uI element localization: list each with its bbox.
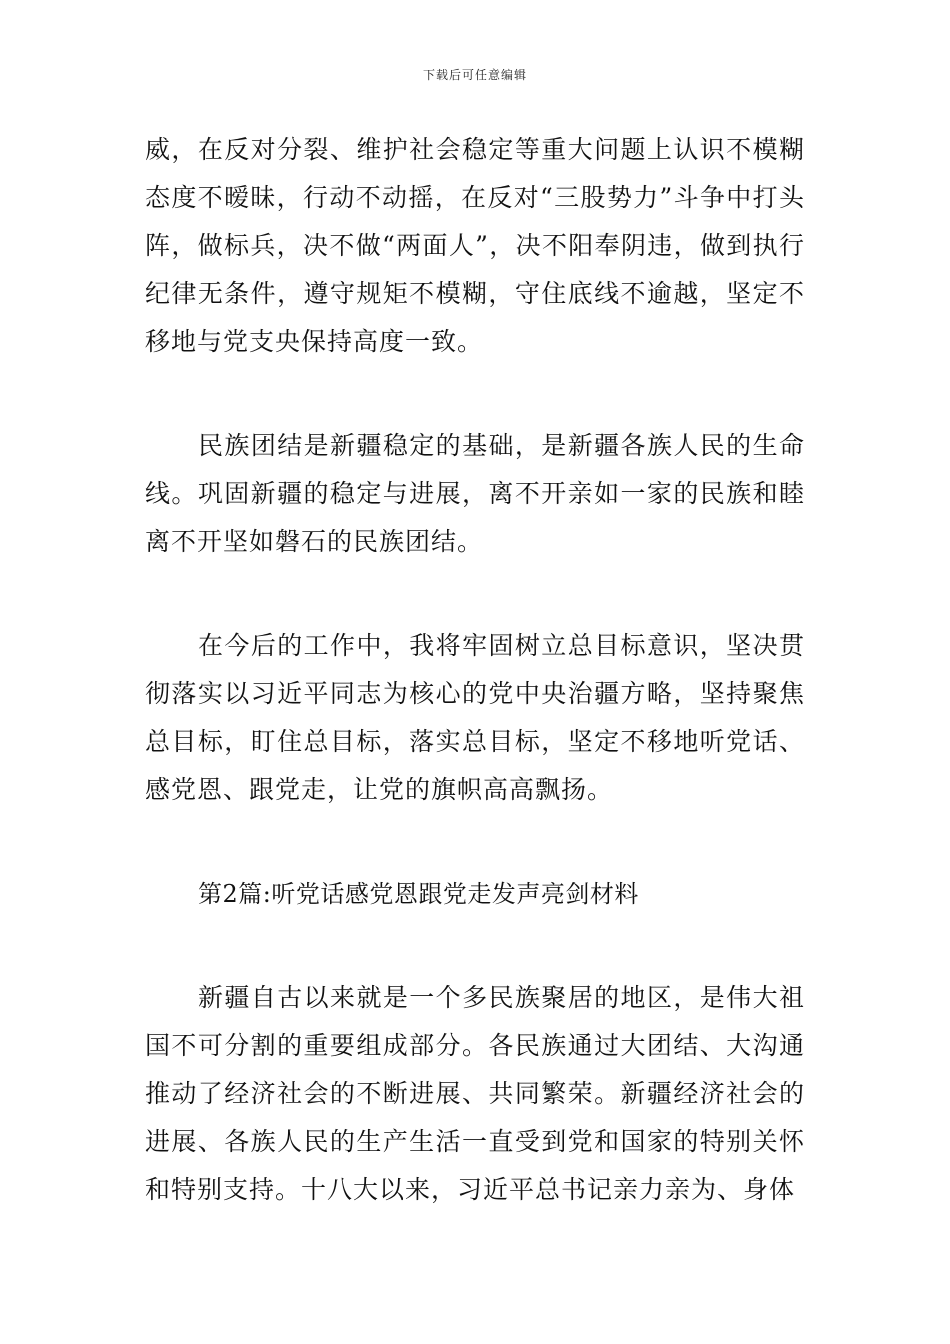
paragraph-ethnic-unity: 民族团结是新疆稳定的基础，是新疆各族人民的生命线。巩固新疆的稳定与进展，离不开亲如一家的民族和睦离不开坚如磐石的民族团结。 [145,431,805,556]
page-header: 下载后可任意编辑 [422,68,527,82]
paragraph-gap [145,918,805,974]
paragraph-gap [145,566,805,622]
paragraph-gap [145,366,805,422]
section-title: 第2篇:听党话感党恩跟党走发声亮剑材料 [198,880,639,908]
paragraph-continued: 威，在反对分裂、维护社会稳定等重大问题上认识不模糊态度不暧昧，行动不动摇，在反对“三股势力”斗争中打头阵，做标兵，决不做“两面人”，决不阳奉阴违，做到执行纪律无条件，遵守规矩不模糊，守住底线不逾越，坚定不移地与党支央保持高度一致。 [145,135,805,356]
document-body [145,126,805,1214]
paragraph-gap [145,814,805,870]
paragraph-xinjiang-history: 新疆自古以来就是一个多民族聚居的地区，是伟大祖国不可分割的重要组成部分。各民族通过大团结、大沟通推动了经济社会的不断进展、共同繁荣。新疆经济社会的进展、各族人民的生产生活一直受到党和国家的特别关怀和特别支持。十八大以来，习近平总书记亲力亲为、身体 [145,983,805,1204]
paragraph-future-work: 在今后的工作中，我将牢固树立总目标意识，坚决贯彻落实以习近平同志为核心的党中央治疆方略，坚持聚焦总目标，盯住总目标，落实总目标，坚定不移地听党话、感党恩、跟党走，让党的旗帜高高飘扬。 [145,631,805,804]
